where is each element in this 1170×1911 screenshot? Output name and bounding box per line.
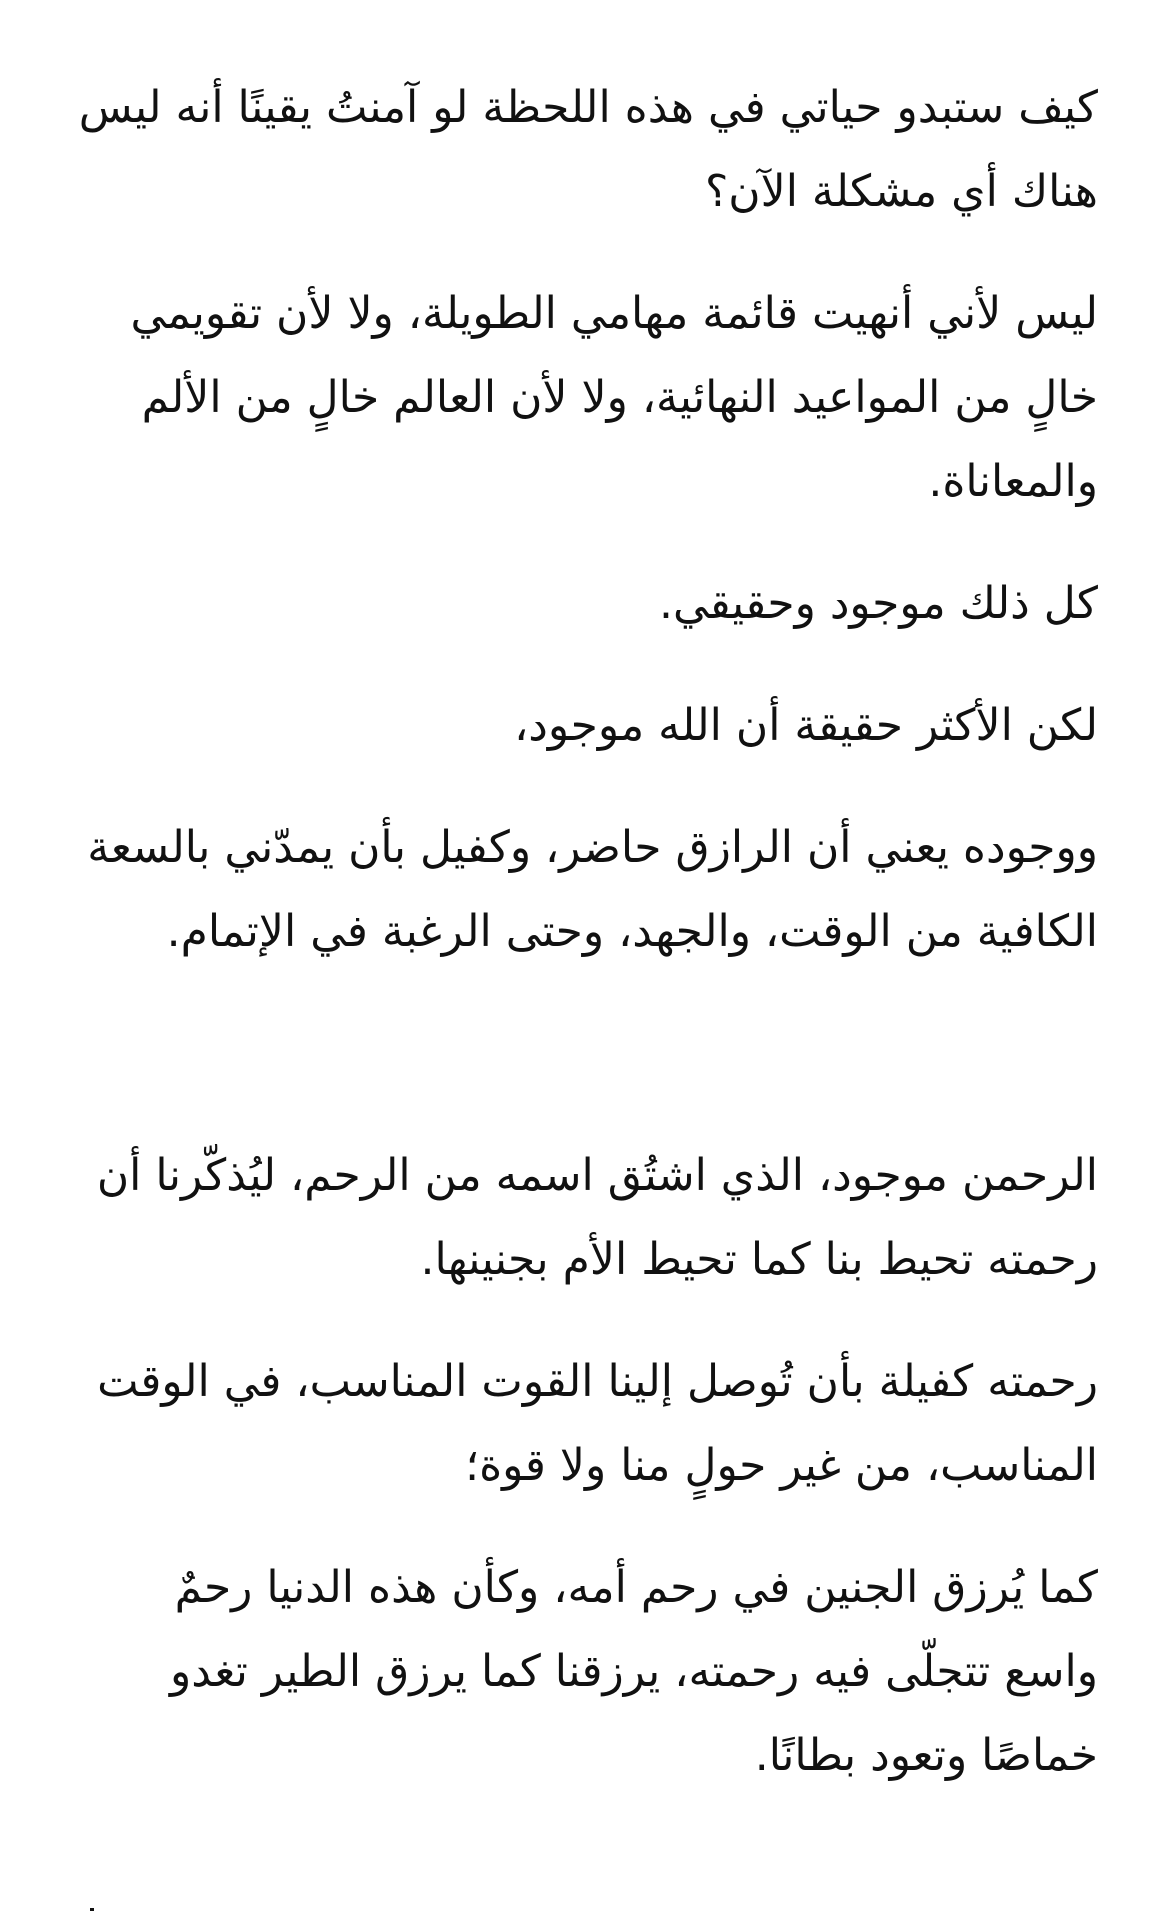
article-body	[72, 66, 1098, 1836]
paragraph: رحمته كفيلة بأن تُوصل إلينا القوت المناسب، في الوقت المناسب، من غير حولٍ منا ولا قوة؛	[97, 1356, 1098, 1491]
paragraph: كما يُرزق الجنين في رحم أمه، وكأن هذه الدنيا رحمٌ واسع تتجلّى فيه رحمته، يرزقنا كما يرزق الطير تغدو خماصًا وتعود بطانًا.	[170, 1562, 1098, 1781]
paragraph: لكن الأكثر حقيقة أن الله موجود،	[514, 700, 1098, 751]
paragraph: الرحمن موجود، الذي اشتُق اسمه من الرحم، ليُذكّرنا أن رحمته تحيط بنا كما تحيط الأم بجنينها.	[96, 1150, 1098, 1285]
paragraph: كل ذلك موجود وحقيقي.	[658, 578, 1098, 629]
paragraph: كيف ستبدو حياتي في هذه اللحظة لو آمنتُ يقينًا أنه ليس هناك أي مشكلة الآن؟	[78, 82, 1098, 217]
paragraph: ووجوده يعني أن الرازق حاضر، وكفيل بأن يمدّني بالسعة الكافية من الوقت، والجهد، وحتى الرغبة في الإتمام.	[87, 822, 1098, 957]
paragraph: ليس لأني أنهيت قائمة مهامي الطويلة، ولا لأن تقويمي خالٍ من المواعيد النهائية، ولا لأن العالم خالٍ من الألم والمعاناة.	[130, 288, 1098, 507]
